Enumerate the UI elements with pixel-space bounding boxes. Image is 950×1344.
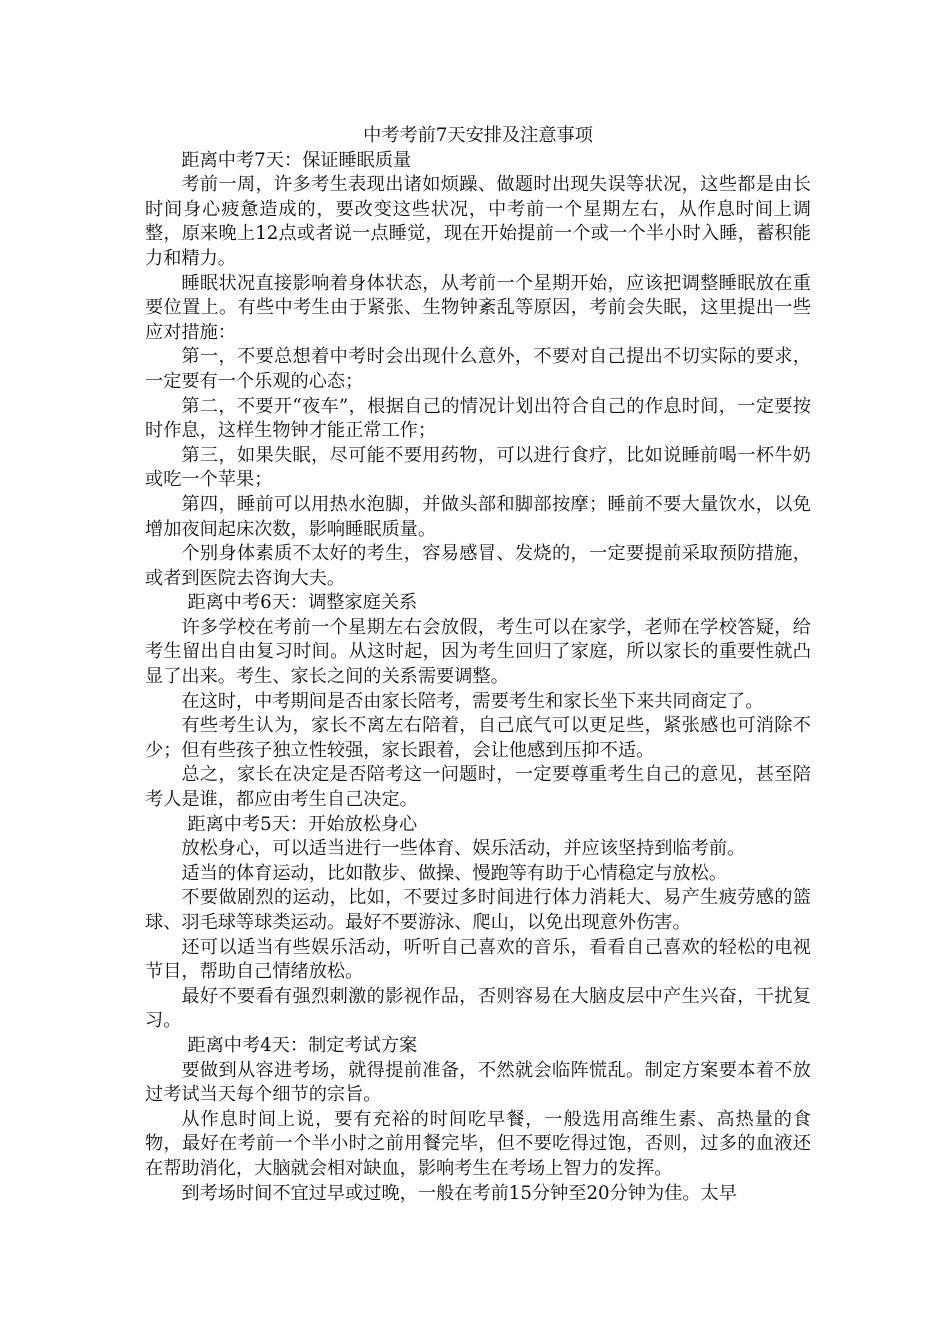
paragraph: 个别身体素质不太好的考生，容易感冒、发烧的，一定要提前采取预防措施，或者到医院去咨询大夫。 <box>145 543 811 589</box>
paragraph: 第二，不要开“夜车”，根据自己的情况计划出符合自己的作息时间，一定要按时作息，这样生物钟才能正常工作； <box>145 395 811 442</box>
paragraph: 最好不要看有强烈刺激的影视作品，否则容易在大脑皮层中产生兴奋，干扰复习。 <box>145 985 811 1032</box>
paragraph: 在这时，中考期间是否由家长陪考，需要考生和家长坐下来共同商定了。 <box>181 690 764 712</box>
paragraph: 总之，家长在决定是否陪考这一问题时，一定要尊重考生自己的意见，甚至陪考人是谁，都应由考生自己决定。 <box>145 764 811 811</box>
document-title: 中考考前7天安排及注意事项 <box>363 125 593 146</box>
paragraph: 放松身心，可以适当进行一些体育、娱乐活动，并应该坚持到临考前。 <box>181 838 746 860</box>
paragraph: 要做到从容进考场，就得提前准备，不然就会临阵慌乱。制定方案要本着不放过考试当天每个细节的宗旨。 <box>145 1059 811 1106</box>
document-page <box>145 124 811 1206</box>
paragraph: 适当的体育运动，比如散步、做操、慢跑等有助于心情稳定与放松。 <box>181 862 728 884</box>
section-heading-4-days: 距离中考4天：制定考试方案 <box>187 1034 418 1056</box>
paragraph: 还可以适当有些娱乐活动，听听自己喜欢的音乐，看看自己喜欢的轻松的电视节目，帮助自己情绪放松。 <box>145 936 811 983</box>
paragraph: 有些考生认为，家长不离左右陪着，自己底气可以更足些，紧张感也可消除不少；但有些孩子独立性较强，家长跟着，会让他感到压抑不适。 <box>145 715 811 761</box>
paragraph: 第一，不要总想着中考时会出现什么意外，不要对自己提出不切实际的要求，一定要有一个乐观的心态； <box>145 346 811 392</box>
paragraph: 第四，睡前可以用热水泡脚，并做头部和脚部按摩；睡前不要大量饮水，以免增加夜间起床次数，影响睡眠质量。 <box>145 493 811 540</box>
section-heading-6-days: 距离中考6天：调整家庭关系 <box>187 592 418 614</box>
paragraph: 到考场时间不宜过早或过晚，一般在考前15分钟至20分钟为佳。太早 <box>181 1182 737 1204</box>
paragraph: 睡眠状况直接影响着身体状态，从考前一个星期开始，应该把调整睡眠放在重要位置上。有些中考生由于紧张、生物钟紊乱等原因，考前会失眠，这里提出一些应对措施： <box>145 272 811 343</box>
paragraph: 第三，如果失眠，尽可能不要用药物，可以进行食疗，比如说睡前喝一杯牛奶或吃一个苹果； <box>145 444 811 491</box>
paragraph: 从作息时间上说，要有充裕的时间吃早餐，一般选用高维生素、高热量的食物，最好在考前一个半小时之前用餐完毕，但不要吃得过饱，否则，过多的血液还在帮助消化，大脑就会相对缺血，影响考生在考场上智力的发挥。 <box>145 1108 811 1179</box>
section-heading-7-days: 距离中考7天：保证睡眠质量 <box>181 149 412 171</box>
paragraph: 许多学校在考前一个星期左右会放假，考生可以在家学，老师在学校答疑，给考生留出自由复习时间。从这时起，因为考生回归了家庭，所以家长的重要性就凸显了出来。考生、家长之间的关系需要调整。 <box>145 616 811 688</box>
section-heading-5-days: 距离中考5天：开始放松身心 <box>187 813 418 835</box>
paragraph: 考前一周，许多考生表现出诸如烦躁、做题时出现失误等状况，这些都是由长时间身心疲惫造成的，要改变这些状况，中考前一个星期左右，从作息时间上调整，原来晚上12点或者说一点睡觉，现在开始提前一个或一个半小时入睡，蓄积能力和精力。 <box>145 174 811 269</box>
paragraph: 不要做剧烈的运动，比如，不要过多时间进行体力消耗大、易产生疲劳感的篮球、羽毛球等球类运动。最好不要游泳、爬山，以免出现意外伤害。 <box>145 887 811 933</box>
